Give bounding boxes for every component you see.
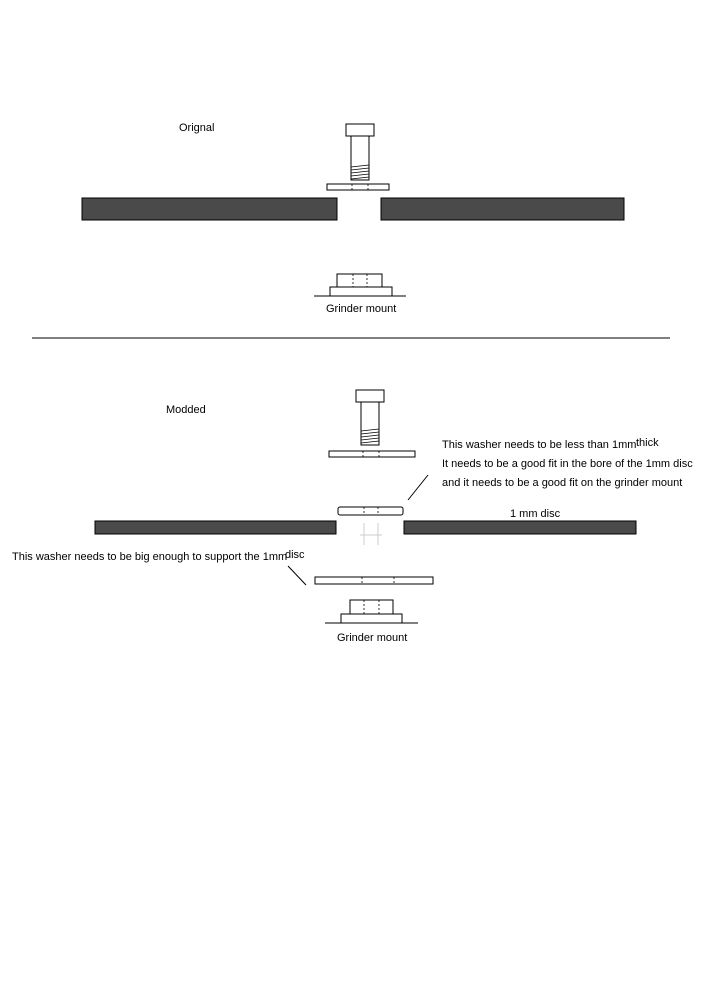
thin-washer-leader: [408, 475, 428, 500]
modded-title: Modded: [166, 404, 206, 416]
original-disc: [82, 198, 624, 220]
modded-disc-right: [404, 521, 636, 534]
modded-disc: [95, 521, 636, 534]
grinder-mount-label-modded: Grinder mount: [337, 632, 408, 644]
thin-washer-note-line3: and it needs to be a good fit on the grinder mount: [442, 477, 683, 489]
original-bolt: [346, 124, 374, 180]
big-washer-note: This washer needs to be big enough to support the 1mm: [12, 551, 288, 563]
disc-label: 1 mm disc: [510, 508, 561, 520]
modded-bolt: [356, 390, 384, 445]
thin-washer-note-line2: It needs to be a good fit in the bore of the 1mm disc: [442, 458, 693, 470]
modded-grinder-mount: [325, 600, 418, 623]
big-washer-note-disc: disc: [285, 549, 305, 561]
modded-top-washer: [329, 451, 415, 457]
original-disc-left: [82, 198, 337, 220]
grinder-mount-label-original: Grinder mount: [326, 303, 397, 315]
thin-washer-note-line1: This washer needs to be less than 1mm: [442, 439, 637, 451]
modded-disc-left: [95, 521, 336, 534]
original-grinder-mount: [314, 274, 406, 296]
big-washer-leader: [288, 566, 306, 585]
thin-washer-note-thick: thick: [636, 437, 659, 449]
disc-bore-marks: [360, 523, 382, 545]
original-title: Orignal: [179, 122, 215, 134]
original-disc-right: [381, 198, 624, 220]
original-washer: [327, 184, 389, 190]
modded-thin-washer: [338, 507, 403, 515]
modded-big-washer: [315, 577, 433, 584]
